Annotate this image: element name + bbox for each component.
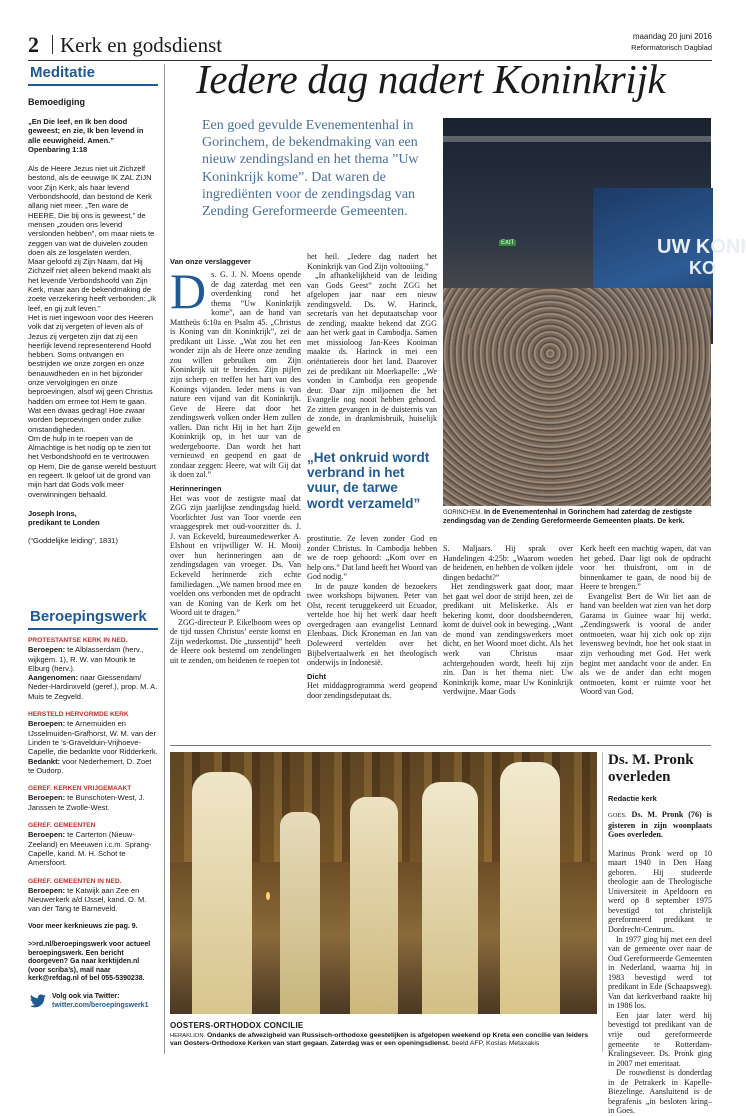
bottom-photo-caption — [170, 1032, 597, 1049]
meditatie-label: Meditatie — [30, 64, 96, 81]
church-heading: PROTESTANTSE KERK IN NED. — [28, 637, 128, 644]
article-column-2 — [307, 252, 437, 444]
byline: Van onze verslaggever — [170, 257, 251, 266]
lead-text: Een goed gevulde Evenementenhal in Gorinchem, de bekendmaking van een nieuw zendingsland en het thema ”Uw Koninkrijk kome”. Dat waren de ingrediënten voor de zendingsdag van Zending Gereformeerde Gemeenten. — [202, 118, 419, 220]
beroepingswerk-label: Beroepingswerk — [30, 608, 147, 625]
article-column-2-bottom — [307, 534, 437, 740]
caption-text: In de Evenementenhal in Gorinchem had zaterdag de zestigste zendingsdag van de Zending Gereformeerde Gemeenten plaats. De kerk. — [443, 509, 693, 525]
section-title: Kerk en godsdienst — [60, 33, 223, 57]
twitter-link[interactable]: twitter.com/beroepingswerk1 — [52, 1001, 149, 1009]
article-para: Evangelist Bert de Wit liet aan de hand van beelden wat zien van het dorp Garama in Guinee waar hij werkt. „Zendingswerk is vooral de ander ontmoeten, waar hij zich ook op zijn levensweg bevindt, hoe het ook staat in zijn verhouding met God. Het werk begint met aandacht voor de ander. En als we de ander dan echt mogen ontmoeten, komt er ruimte voor het Woord van God. — [580, 591, 711, 697]
subheading: Dicht — [307, 671, 326, 681]
page-number: 2 — [28, 32, 39, 57]
more-news-note: Voor meer kerknieuws zie pag. 9. — [28, 922, 138, 930]
call-type: Aangenomen: — [28, 673, 79, 683]
call-type: Beroepen: — [28, 830, 66, 840]
meditatie-author-role: predikant te Londen — [28, 518, 100, 528]
caption-text: Ondanks de afwezigheid van Russisch-orthodoxe geestelijken is afgelopen weekend op Kreta een concilie van leiders van Oosters-Orthodoxe Kerken van start gegaan. Zaterdag was er een openingsdienst. — [170, 1032, 589, 1048]
obituary-lead: Ds. M. Pronk (76) is gisteren in zijn woonplaats Goes overleden. — [608, 810, 712, 840]
meditatie-title: Bemoediging — [28, 97, 86, 107]
article-para: prostitutie. Ze leven zonder God en zonder Christus. In Cambodja hebben we de roep gehoord: „Kom over en help ons.” Dat land heeft het Woord van God nodig.” — [307, 534, 438, 582]
call-type: Beroepen: — [28, 645, 66, 655]
header-divider — [52, 35, 53, 54]
cleric-figure — [422, 782, 478, 1014]
article-para: ZGG-directeur P. Eikelboom wees op de tijd tussen Christus’ eerste komst en Zijn wederkomst. Die „tussentijd” heeft de Heere ook bestemd om zendelingen uit te zenden, om heidenen te roepen tot — [170, 617, 301, 665]
cleric-figure — [280, 812, 320, 1014]
obituary-body — [608, 810, 712, 1116]
sidebar-divider — [164, 64, 165, 1054]
twitter-bird-icon — [30, 994, 46, 1008]
meditatie-section — [28, 64, 158, 546]
article-para: De rouwdienst is donderdag in de Petrakerk in Kapelle-Biezelinge. Aansluitend is de begrafenis „in besloten kring– in Goes. — [608, 1068, 712, 1116]
call-type: Beroepen: — [28, 885, 66, 895]
meditatie-rule — [28, 84, 158, 86]
audience-crowd — [443, 288, 711, 506]
call-detail: te Carterton (Nieuw-Zeeland) en Meeuwen i.c.m. Sprang-Capelle, kand. M. H. Schot te Amersfoort. — [28, 830, 152, 868]
pull-quote: „Het onkruid wordt verbrand in het vuur, de tarwe wordt verzameld” — [307, 450, 430, 511]
orthodox-council-photo — [170, 752, 597, 1014]
meditatie-quote: „En Die leef, en Ik ben dood geweest; en zie, Ik ben levend in alle eeuwigheid. Amen.” — [28, 117, 144, 145]
call-detail: te Bunschoten-West, J. Janssen te Zwolle-West. — [28, 793, 145, 812]
cleric-figure — [500, 762, 560, 1014]
meditatie-para: Als de Heere Jezus niet uit Zichzelf bestond, als de eeuwige IK ZAL ZIJN voor Zijn Kerk, als haar levend Verbondshoofd, dan bestond de Kerk allang niet meer. „Ten ware de HEERE, Die bij ons is geweest,” de mensen „zouden ons levend verslonden hebben”, om maar niets te zeggen van wat de duivelen zouden doen als ze losgelaten werden. — [28, 164, 155, 257]
subheading: Herinneringen — [170, 484, 222, 494]
twitter-label: Volg ook via Twitter: — [52, 992, 120, 1000]
exit-sign: EXIT — [501, 240, 515, 246]
tip-text: >>rd.nl/beroepingswerk voor actueel beroepingswerk. Een bericht doorgeven? Ga naar kerktijden.nl (voor scriba’s), mail naar kerk@refdag.nl of bel 055-5390238. — [28, 941, 151, 983]
cleric-figure — [350, 797, 398, 1014]
church-heading: GEREF. GEMEENTEN — [28, 822, 96, 830]
article-para: In 1977 ging hij met een deel van de gemeente over naar de Oud Gereformeerde Gemeenten in Nederland, waarna hij in 1983 bevestigd werd tot predikant in Ede (Schaapsweg). Van dat kerkverband raakte hij in 1986 los. — [608, 934, 712, 1011]
article-para: In de pauze konden de bezoekers twee workshops bijwonen. Peter van Olst, recent teruggekeerd uit Ecuador, vertelde hoe hij het werk daar heeft overgedragen aan evangelist Lennard Elenbaas. Dick Kroneman en Jan van Doleweerd vertelden over het Bijbelvertaalwerk en het theologisch onderwijs in Indonesië. — [307, 581, 437, 668]
article-para: Het zendingswerk gaat door, maar het gaat wel door de strijd heen, zei de predikant uit Meliskerke. Als er bekering komt, door doodsbeenderen, komt de duivel ook in beweging. „Want de mond van zendingswerkers moet dicht, en het Woord moet dicht. Als het werk van Christus maar achtergehouden wordt, heeft hij zijn zin. Dan is het thema niet: Uw Koninkrijk kome, maar Uw Koninkrijk verdwijne. Maar Gods — [443, 582, 573, 697]
dropcap: D — [170, 263, 207, 319]
church-heading: GEREF. KERKEN VRIJGEMAAKT — [28, 785, 132, 793]
obituary-place: GOES. — [608, 812, 627, 819]
header-paper: Reformatorisch Dagblad — [631, 43, 712, 52]
article-column-3 — [443, 544, 573, 740]
meditatie-source: (“Goddelijke leiding”, 1831) — [28, 536, 119, 546]
beroepingswerk-rule — [28, 628, 158, 630]
call-type: Bedankt: — [28, 756, 61, 766]
call-type: Beroepen: — [28, 719, 66, 729]
call-entry — [28, 757, 158, 776]
church-heading: HERSTELD HERVORMDE KERK — [28, 711, 129, 719]
article-column-4 — [580, 544, 711, 740]
call-entry — [28, 886, 158, 914]
call-entry — [28, 793, 158, 812]
candle-flame — [266, 892, 270, 900]
photo-credit: beeld AFP, Kostas Metaxakis — [449, 1040, 540, 1048]
article-para: S. Maljaars. Hij sprak over Handelingen 4:25b: „Waarom woeden de heidenen, en hebben de volken ijdele dingen bedacht?” — [443, 544, 573, 582]
meditatie-ref: Openbaring 1:18 — [28, 144, 88, 154]
call-detail: voor Nederhemert, D. Zoet te Oudorp. — [28, 756, 152, 775]
photo-title: OOSTERS-ORTHODOX CONCILIE — [170, 1021, 304, 1030]
meditatie-para: Om de hulp in te roepen van de Almachtige is het nodig op te zien tot het Verbondshoofd en te vertrouwen op Hem, Die de ganse wereld bestuurt en regeert. Ik geloof uit de grond van mijn hart dat Gods volk meer overwinningen behaald. — [28, 433, 156, 499]
obituary-title: Ds. M. Pronk overleden — [608, 752, 694, 785]
cleric-figure — [192, 772, 252, 1014]
header-date: maandag 20 juni 2016 — [632, 32, 712, 41]
stage-truss — [443, 136, 711, 142]
call-type: Beroepen: — [28, 793, 66, 803]
meditatie-para: Maar geloofd zij Zijn Naam, dat Hij Zichzelf niet alleen bekend maakt als het levende Verbondshoofd van Zijn Kerk, maar aan de bekendmaking de zoete verzekering heeft verbonden: „Ik leef, en gij zult leven.” — [28, 257, 156, 313]
meditatie-author: Joseph Irons, — [28, 508, 77, 518]
article-para: Het was voor de zestigste maal dat ZGG zijn jaarlijkse zendingsdag hield. Voorlichter Just van Toor voerde een vraaggesprek met oud-voorzitter ds. J. J. van Eckeveld, bureaumedewerker A. Elshout en vrijwilliger W. H. Mooij over hun herinneringen aan de zendingsdagen van vroeger. Ds. Van Eckeveld herinnerde zich echte familiedagen. „We namen brood mee en voelden ons verbonden met de opdracht van de Koning van de Kerk om het Woord uit te dragen.” — [170, 493, 301, 618]
call-detail: naar Giessendam/ Neder-Hardinxveld (geref.), prop. M. A. Muis te Zegveld. — [28, 673, 158, 701]
photo-caption — [443, 509, 711, 526]
pronk-divider — [602, 752, 603, 1052]
obituary-byline: Redactie kerk — [608, 794, 657, 803]
screen-text: KO — [689, 258, 716, 278]
caption-place: GORINCHEM. — [443, 510, 482, 516]
meditatie-para: Het is niet ingewoon voor des Heeren volk dat zij vergeten of leven als of Jezus zij vergeten zijn dat zij een heerlijk levend representerend Hoofd hebben. Soms ontvangen en bestrijden we onze zorgen en onze benauwdheden en in het bijzonder onze vervolgingen en onze beproevingen, alsof wij geen Christus hadden om ermee tot Hem te gaan. Wat een dwaas gedrag! Hoe zwaar worden beproevingen onder zulke omstandigheden. — [28, 312, 154, 434]
article-para: Kerk heeft een machtig wapen, dat van het gebed. Daar ligt ook de opdracht voor het thuisfront, om in de binnenkamer te gaan, de nood bij de Heere te brengen.” — [580, 544, 711, 592]
church-heading: GEREF. GEMEENTEN IN NED. — [28, 877, 122, 885]
call-detail: te Katwijk aan Zee en Nieuwerkerk a/d IJssel, kand. O. M. van der Tang te Barneveld. — [28, 885, 147, 914]
beroepingswerk-section — [28, 608, 158, 1014]
screen-text: UW KONI — [657, 236, 746, 258]
article-para: „In afhankelijkheid van de leiding van Gods Geest” zocht ZGG het afgelopen jaar naar een nieuw zendingsveld. Ds. W. Harinck, secretaris van het deputaatschap voor de zending, maakte bekend dat ZGG aan het werk gaat in Cambodja. Samen met missioloog Jan-Kees Kooiman maakte ds. Harinck in mei een oriëntatiereis door het land. Daarover zei de predikant uit Moerkapelle: „We vonden in Cambodja een geopende deur. Daar zijn miljoenen die het Evangelie nog nooit hebben gehoord. Ze zitten gevangen in de duisternis van de zonde, in drankmisbruik, huiselijk geweld en — [307, 271, 437, 433]
article-column-1 — [170, 263, 301, 740]
article-para: het heil. „Iedere dag nadert het Koninkrijk van God Zijn voltooiing.” — [307, 252, 437, 271]
call-detail: te Arnemuiden en IJsselmuiden-Grafhorst, W. M. van der Linden te ’s-Gravelduin-Vrijhoeve-Capelle, die bedankte voor Ridderkerk. — [28, 719, 158, 757]
article-para: Marinus Pronk werd op 10 maart 1940 in Den Haag geboren. Hij studeerde theologie aan de Theologische Universiteit in Apeldoorn en werd op 8 september 1975 bevestigd tot christelijk gereformeerd predikant te Dordrecht-Centrum. — [608, 848, 712, 935]
headline: Iedere dag nadert Koninkrijk — [196, 56, 666, 102]
article-para: Het middagprogramma werd geopend door zendingsdeputaat ds. — [307, 681, 437, 700]
article-para: s. G. J. N. Moens opende de dag zaterdag met een overdenking rond het thema ”Uw Koninkrijk kome”, aan de hand van Mattheüs 6:10a en Psalm 45. „Christus is Koning van dit Koninkrijk”, zei de predikant uit Lisse. „Wat zou het een wonder zijn als de Heere onze zending zou willen gebruiken om Zijn Koninkrijk uit te breiden. Zijn pijlen zijn scherp en treffen het hart van des Konings vijanden. Ieder mens is van nature een vijand van dit Koninkrijk. Geve de Heere dat door het zendingswerk volken onder Hem zullen vallen. Dan richt Hij in het hart Zijn Koninkrijk op, in het uur van de wedergeboorte. Dan wordt het hart vernieuwd en geopend en gaat de zondaar zeggen: Heere, wat wilt Gij dat ik doen zal.” — [170, 270, 301, 480]
caption-place: HERAKLION. — [170, 1033, 206, 1039]
call-entry — [28, 830, 158, 867]
section-divider — [170, 745, 711, 746]
call-entry — [28, 673, 158, 701]
call-detail: te Alblasserdam (herv., wijkgem. 1), R. W. van Mourik te Elburg (herv.). — [28, 645, 144, 673]
call-entry — [28, 645, 158, 673]
event-hall-photo — [443, 118, 746, 506]
call-entry — [28, 719, 158, 756]
article-para: Een jaar later werd hij bevestigd tot predikant van de vrije oud gereformeerde gemeente te Rotterdam-Kralingseveer. Ds. Pronk ging in 2007 met emeritaat. — [608, 1010, 712, 1068]
